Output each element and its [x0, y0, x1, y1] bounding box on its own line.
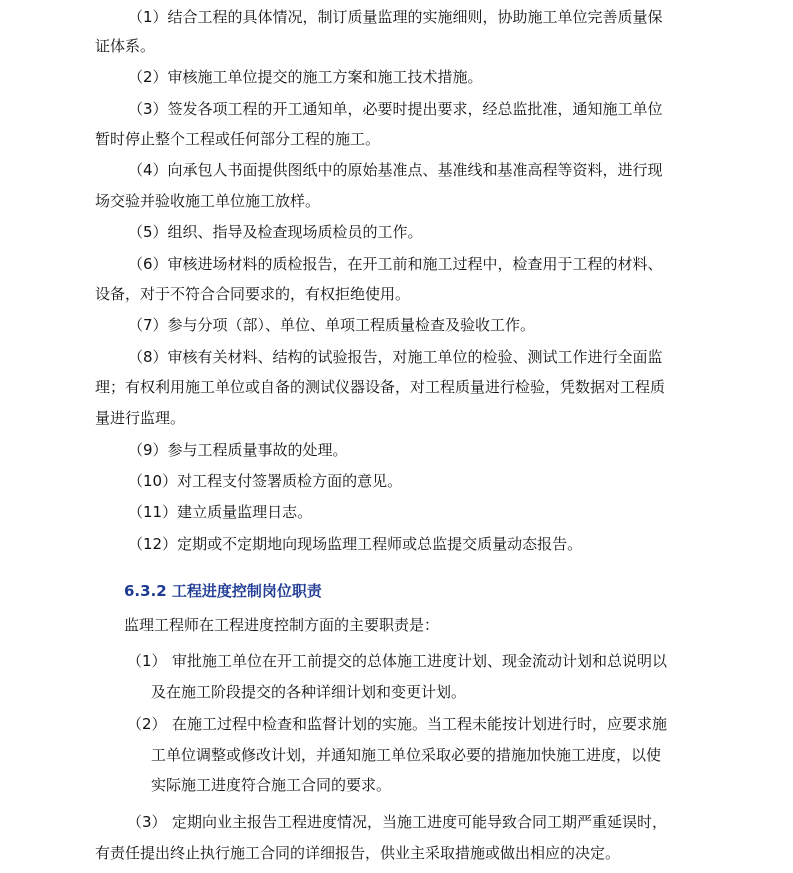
- paragraph-line: （8）审核有关材料、结构的试验报告，对施工单位的检验、测试工作进行全面监: [128, 348, 663, 366]
- paragraph-line: （11）建立质量监理日志。: [128, 503, 313, 521]
- bullet-number: （2）: [127, 715, 167, 733]
- paragraph-line: 证体系。: [95, 37, 156, 55]
- paragraph-line: （12）定期或不定期地向现场监理工程师或总监提交质量动态报告。: [128, 535, 583, 553]
- paragraph-line: （7）参与分项（部）、单位、单项工程质量检查及验收工作。: [128, 316, 536, 334]
- section-intro: 监理工程师在工程进度控制方面的主要职责是：: [124, 616, 440, 634]
- paragraph-line: 设备，对于不符合合同要求的，有权拒绝使用。: [95, 285, 411, 303]
- bullet-line: 定期向业主报告工程进度情况，当施工进度可能导致合同工期严重延误时，: [172, 813, 668, 831]
- paragraph-line: （4）向承包人书面提供图纸中的原始基准点、基准线和基准高程等资料，进行现: [128, 161, 663, 179]
- bullet-line: 有责任提出终止执行施工合同的详细报告，供业主采取措施或做出相应的决定。: [95, 844, 621, 862]
- paragraph-line: 暂时停止整个工程或任何部分工程的施工。: [95, 130, 381, 148]
- paragraph-line: （5）组织、指导及检查现场质检员的工作。: [128, 223, 423, 241]
- bullet-line: 及在施工阶段提交的各种详细计划和变更计划。: [151, 683, 467, 701]
- bullet-number: （1）: [127, 652, 167, 670]
- bullet-line: 工单位调整或修改计划，并通知施工单位采取必要的措施加快施工进度，以使: [151, 746, 662, 764]
- bullet-line: 在施工过程中检查和监督计划的实施。当工程未能按计划进行时，应要求施: [172, 715, 668, 733]
- paragraph-line: 量进行监理。: [95, 409, 186, 427]
- paragraph-line: （10）对工程支付签署质检方面的意见。: [128, 472, 403, 490]
- paragraph-line: （6）审核进场材料的质检报告，在开工前和施工过程中，检查用于工程的材料、: [128, 255, 663, 273]
- paragraph-line: 理；有权利用施工单位或自备的测试仪器设备，对工程质量进行检验，凭数据对工程质: [95, 378, 666, 396]
- paragraph-line: （1）结合工程的具体情况，制订质量监理的实施细则，协助施工单位完善质量保: [128, 8, 663, 26]
- paragraph-line: （3）签发各项工程的开工通知单，必要时提出要求，经总监批准，通知施工单位: [128, 100, 663, 118]
- bullet-line: 审批施工单位在开工前提交的总体施工进度计划、现金流动计划和总说明以: [172, 652, 668, 670]
- bullet-number: （3）: [127, 813, 167, 831]
- section-heading: 6.3.2 工程进度控制岗位职责: [124, 582, 322, 600]
- paragraph-line: 场交验并验收施工单位施工放样。: [95, 192, 321, 210]
- paragraph-line: （9）参与工程质量事故的处理。: [128, 441, 348, 459]
- paragraph-line: （2）审核施工单位提交的施工方案和施工技术措施。: [128, 68, 483, 86]
- bullet-line: 实际施工进度符合施工合同的要求。: [151, 776, 392, 794]
